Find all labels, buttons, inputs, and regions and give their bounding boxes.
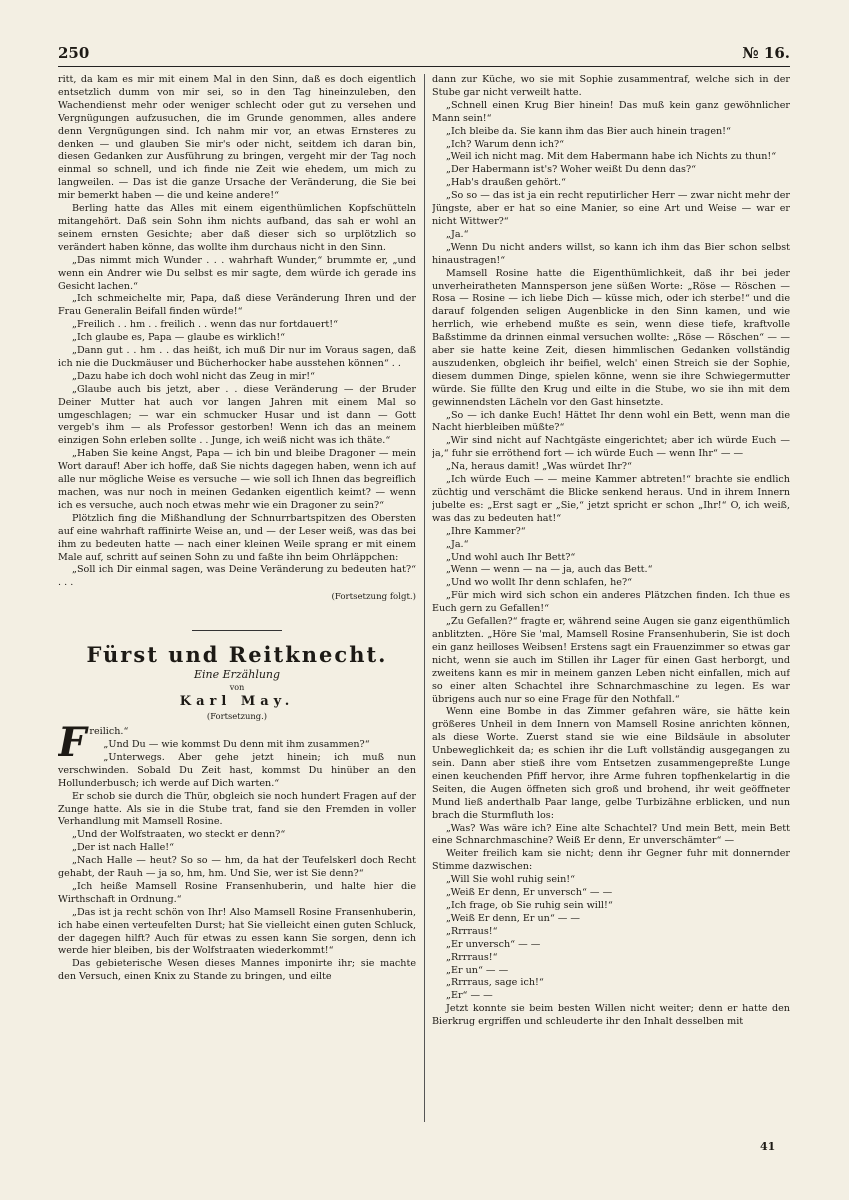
paragraph: „Zu Gefallen?“ fragte er, während seine Augen sie ganz eigenthümlich anblitzten. „Höre Sie 'mal, Mamsell Rosine Fransenhuberin, Sie ist doch ein ganz heilloses Weibsen! Erstens sagt ein Frauenzimmer so etwas gar nicht, wenn sie auch im Stillen ihr Lager für einen Gast herborgt, und zweitens kann es mir in meinem ganzen Leben nicht einfallen, mich auf so einer alten Schachtel ihre Schnarchmaschine zu legen. Es war übrigens auch nur so eine Frage für den Nothfall.“ [432,616,790,705]
paragraph: „Wenn Du nicht anders willst, so kann ich ihm das Bier schon selbst hinaustragen!“ [432,241,790,266]
paragraph: „Haben Sie keine Angst, Papa — ich bin und bleibe Dragoner — mein Wort darauf! Aber ich hoffe, daß Sie nichts dagegen haben, wenn ich auf alle nur mögliche Weise es versuche — wie soll ich Ihnen das begreiflich machen, was nur noch in meinen Gedanken eigentlich keimt? — wenn ich es versuche, auch noch etwas mehr wie ein Dragoner zu sein?“ [58,448,416,511]
paragraph: dann zur Küche, wo sie mit Sophie zusammentraf, welche sich in der Stube gar nicht verweilt hatte. [432,74,790,98]
paragraph: „Für mich wird sich schon ein anderes Plätzchen finden. Ich thue es Euch gern zu Gefallen!“ [432,590,790,615]
paragraph: „Der ist nach Halle!“ [72,842,175,854]
paragraph: „Ihre Kammer?“ [446,525,526,537]
paragraph: „Weil ich nicht mag. Mit dem Habermann habe ich Nichts zu thun!“ [446,151,777,163]
story-author: Karl May. [179,694,295,710]
paragraph: „Soll ich Dir einmal sagen, was Deine Veränderung zu bedeuten hat?“ . . . [58,564,416,589]
paragraph: „Ich würde Euch — — meine Kammer abtreten!“ brachte sie endlich züchtig und verschämt die Blicke senkend heraus. Und in ihrem Innern jubelte es: „Erst sagt er „Sie,“ jetzt spricht er schon „Ihr!“ O, ich weiß, was das zu bedeuten hat!“ [432,474,790,524]
paragraph: „Glaube auch bis jetzt, aber . . diese Veränderung — der Bruder Deiner Mutter hat auch vor langen Jahren mit einem Mal so umgeschlagen; — war ein schmucker Husar und ist dann — Gott vergeb's ihm — als Professor gestorben! Wenn ich das an meinem einzigen Sohn erleben sollte . . Junge, ich weiß nicht was ich thäte.“ [58,383,416,447]
paragraph: „So so — das ist ja ein recht reputirlicher Herr — zwar nicht mehr der Jüngste, aber er hat so eine Manier, so eine Art und Weise — war er nicht Wittwer?“ [432,190,790,227]
paragraph: „Rrrraus, sage ich!“ [446,977,544,989]
paragraph: Berling hatte das Alles mit einem eigenthümlichen Kopfschütteln mitangehört. Daß sein Sohn ihm nichts aufband, das sah er wohl an seinem ernsten Gesichte; aber daß dieser sich so urplötzlich so verändert haben könne, das wollte ihm durchaus nicht in den Sinn. [58,203,416,253]
paragraph: „Der Habermann ist's? Woher weißt Du denn das?“ [446,164,697,176]
paragraph: „So — ich danke Euch! Hättet Ihr denn wohl ein Bett, wenn man die Nacht hierbleiben müßte?“ [432,409,790,434]
story-von: von [229,683,245,693]
paragraph: „Er unversch“ — — [446,938,541,950]
paragraph: Plötzlich fing die Mißhandlung der Schnurrbartspitzen des Obersten auf eine wahrhaft raffinirte Weise an, und — der Leser weiß, was das bei ihm zu bedeuten hatte — nach einer kleinen Weile sprang er mit einem Male auf, schritt auf seinen Sohn zu und faßte ihn beim Ohrläppchen: [58,512,416,563]
paragraph: „Er“ — — [446,990,493,1002]
section-divider [192,630,282,631]
paragraph: Weiter freilich kam sie nicht; denn ihr Gegner fuhr mit donnernder Stimme dazwischen: [432,848,790,873]
sheet-signature: 41 [760,1140,776,1153]
paragraph: „Was? Was wäre ich? Eine alte Schachtel? Und mein Bett, mein Bett eine Schnarchmaschine? Weiß Er denn, Er unverschämter“ — [432,822,790,847]
right-column [432,74,790,1124]
paragraph: „Wenn — wenn — na — ja, auch das Bett.“ [446,564,653,576]
story-subtitle: Eine Erzählung [193,668,281,682]
story-continuation: (Fortsetzung.) [206,711,268,722]
paragraph: „Na, heraus damit! „Was würdet Ihr?“ [446,461,632,473]
paragraph: „Hab's draußen gehört.“ [446,177,566,189]
drop-cap: F [58,719,87,767]
paragraph: „Schnell einen Krug Bier hinein! Das muß kein ganz gewöhnlicher Mann sein!“ [432,99,790,124]
paragraph: „Und wohl auch Ihr Bett?“ [446,551,576,563]
paragraph: „Ja.“ [446,538,469,550]
story-title: Fürst und Reitknecht. [86,642,388,668]
paragraph: „Weiß Er denn, Er un“ — — [446,912,581,924]
paragraph: „Weiß Er denn, Er unversch“ — — [446,887,613,899]
paragraph: „Und der Wolfstraaten, wo steckt er denn?“ [72,829,286,841]
column-divider [424,74,425,1122]
paragraph: „Freilich . . hm . . freilich . . wenn das nur fortdauert!“ [72,319,339,331]
left-column [58,74,416,1130]
paragraph: „Ich bleibe da. Sie kann ihm das Bier auch hinein tragen!“ [446,125,731,137]
paragraph: „Ich? Warum denn ich?“ [446,138,565,150]
paragraph: „Ja.“ [446,228,469,240]
paragraph: „Ich frage, ob Sie ruhig sein will!“ [446,900,613,911]
paragraph: Jetzt konnte sie beim besten Willen nicht weiter; denn er hatte den Bierkrug ergriffen und schleuderte ihr den Inhalt desselben mit [432,1003,790,1028]
paragraph: „Nach Halle — heut? So so — hm, da hat der Teufelskerl doch Recht gehabt, der Rauh — ja so, hm, hm. Und Sie, wer ist Sie denn?“ [58,855,416,880]
paragraph: ritt, da kam es mir mit einem Mal in den Sinn, daß es doch eigentlich entsetzlich dumm von mir sei, so in den Tag hineinzuleben, den Wachendienst mehr oder weniger schlecht oder gut zu versehen und Vergnügungen aufzusuchen, die im Grunde genommen, alles andere denn Vergnügungen sind. Ich nahm mir vor, an etwas Ernsteres zu denken — und glauben Sie mir's oder nicht, seitdem ich daran bin, diesen Gedanken zur Ausführung zu bringen, vergeht mir der Tag noch einmal so schnell, und ich finde nie Zeit wie ehedem, um mich zu langweilen. — Das ist die ganze Ursache der Veränderung, die Sie bei mir bemerkt haben — die und keine andere!“ [58,74,416,202]
paragraph: „Das ist ja recht schön von Ihr! Also Mamsell Rosine Fransenhuberin, ich habe einen verteufelten Durst; hat Sie vielleicht einen guten Schluck, der dagegen hilft? Auch für etwas zu essen kann Sie sorgen, denn ich werde hier bleiben, bis der Wolfstraaten wiederkommt!“ [58,906,416,957]
paragraph: „Will Sie wohl ruhig sein!“ [446,874,576,886]
paragraph: „Und wo wollt Ihr denn schlafen, he?“ [446,577,632,589]
paragraph: „Ich schmeichelte mir, Papa, daß diese Veränderung Ihren und der Frau Generalin Beifall finden würde!“ [58,293,416,318]
paragraph: „Ich heiße Mamsell Rosine Fransenhuberin, und halte hier die Wirthschaft in Ordnung.“ [58,880,416,905]
paragraph: „Das nimmt mich Wunder . . . wahrhaft Wunder,“ brummte er, „und wenn ein Andrer wie Du selbst es mir sagte, dem würde ich gerade ins Gesicht lachen.“ [58,254,416,292]
paragraph: „Rrrraus!“ [446,925,498,937]
page-number: 250 [58,44,90,62]
issue-number: № 16. [742,44,790,62]
paragraph: „Und Du — wie kommst Du denn mit ihm zusammen?“ [103,738,370,750]
continued-note: (Fortsetzung folgt.) [331,592,416,603]
paragraph: „Er un“ — — [446,964,509,976]
header-rule [58,66,790,67]
paragraph: Er schob sie durch die Thür, obgleich sie noch hundert Fragen auf der Zunge hatte. Als sie in die Stube trat, fand sie den Fremden in voller Verhandlung mit Mamsell Rosine. [58,790,416,828]
page-header [58,40,790,66]
paragraph: Wenn eine Bombe in das Zimmer gefahren wäre, sie hätte kein größeres Unheil in dem Innern von Mamsell Rosine anrichten können, als diese Worte. Zuerst stand sie wie eine Bildsäule in absoluter Unbeweglichkeit da; es schien ihr die Luft vollständig ausgegangen zu sein. Dann aber stieß ihre vom Entsetzen zusammengepreßte Lunge einen keuchenden Pfiff hervor, ihre Arme fuhren topfhenkelartig in die Seiten, die Augen öffneten sich groß und brohend, ihr weit geöffneter Mund ließ anderthalb Paar lange, gelbe Turbizähne erblicken, und nun brach die Sturmfluth los: [432,706,790,821]
paragraph: „Unterwegs. Aber gehe jetzt hinein; ich muß nun verschwinden. Sobald Du Zeit hast, kommst Du hinüber an den Hollunderbusch; ich werde auf Dich warten.“ [58,751,416,789]
paragraph: „Ich glaube es, Papa — glaube es wirklich!“ [72,332,286,344]
paragraph: „Wir sind nicht auf Nachtgäste eingerichtet; aber ich würde Euch — ja,“ fuhr sie erröthend fort — ich würde Euch — wenn Ihr“ — — [432,435,790,460]
paragraph: „Dazu habe ich doch wohl nicht das Zeug in mir!“ [72,370,315,382]
paragraph: Das gebieterische Wesen dieses Mannes imponirte ihr; sie machte den Versuch, einen Knix zu Stande zu bringen, und eilte [58,958,416,983]
paragraph: Mamsell Rosine hatte die Eigenthümlichkeit, daß ihr bei jeder unverheiratheten Mannsperson jene süßen Worte: „Röse — Röschen — Rosa — Rosine — ich liebe Dich — küsse mich, oder ich sterbe!“ und die darauf folgenden seligen Augenblicke in den Sinn kamen, und wie herrlich, wie erhebend mußte es sein, wenn diese tiefe, kraftvolle Baßstimme da drinnen einmal versuchen wollte: „Röse — Röschen“ — — aber sie hatte keine Zeit, diesen himmlischen Gedanken vollständig auszudenken, obgleich ihr beifiel, welch' einen Streich sie der Sophie, diesem dummen Dinge, spielen könne, wenn sie ihre Schwiegermutter würde. Sie füllte den Krug und eilte in die Stube, wo sie ihn mit dem gewinnendsten Lächeln vor den Gast hinsetzte. [432,267,790,408]
paragraph: „Dann gut . . hm . . das heißt, ich muß Dir nur im Voraus sagen, daß ich nie die Duckmäuser und Bücherhocker habe ausstehen können“ . . [58,345,416,369]
paragraph: „Rrrraus!“ [446,951,498,963]
opening-line: reilich.“ [89,726,129,738]
